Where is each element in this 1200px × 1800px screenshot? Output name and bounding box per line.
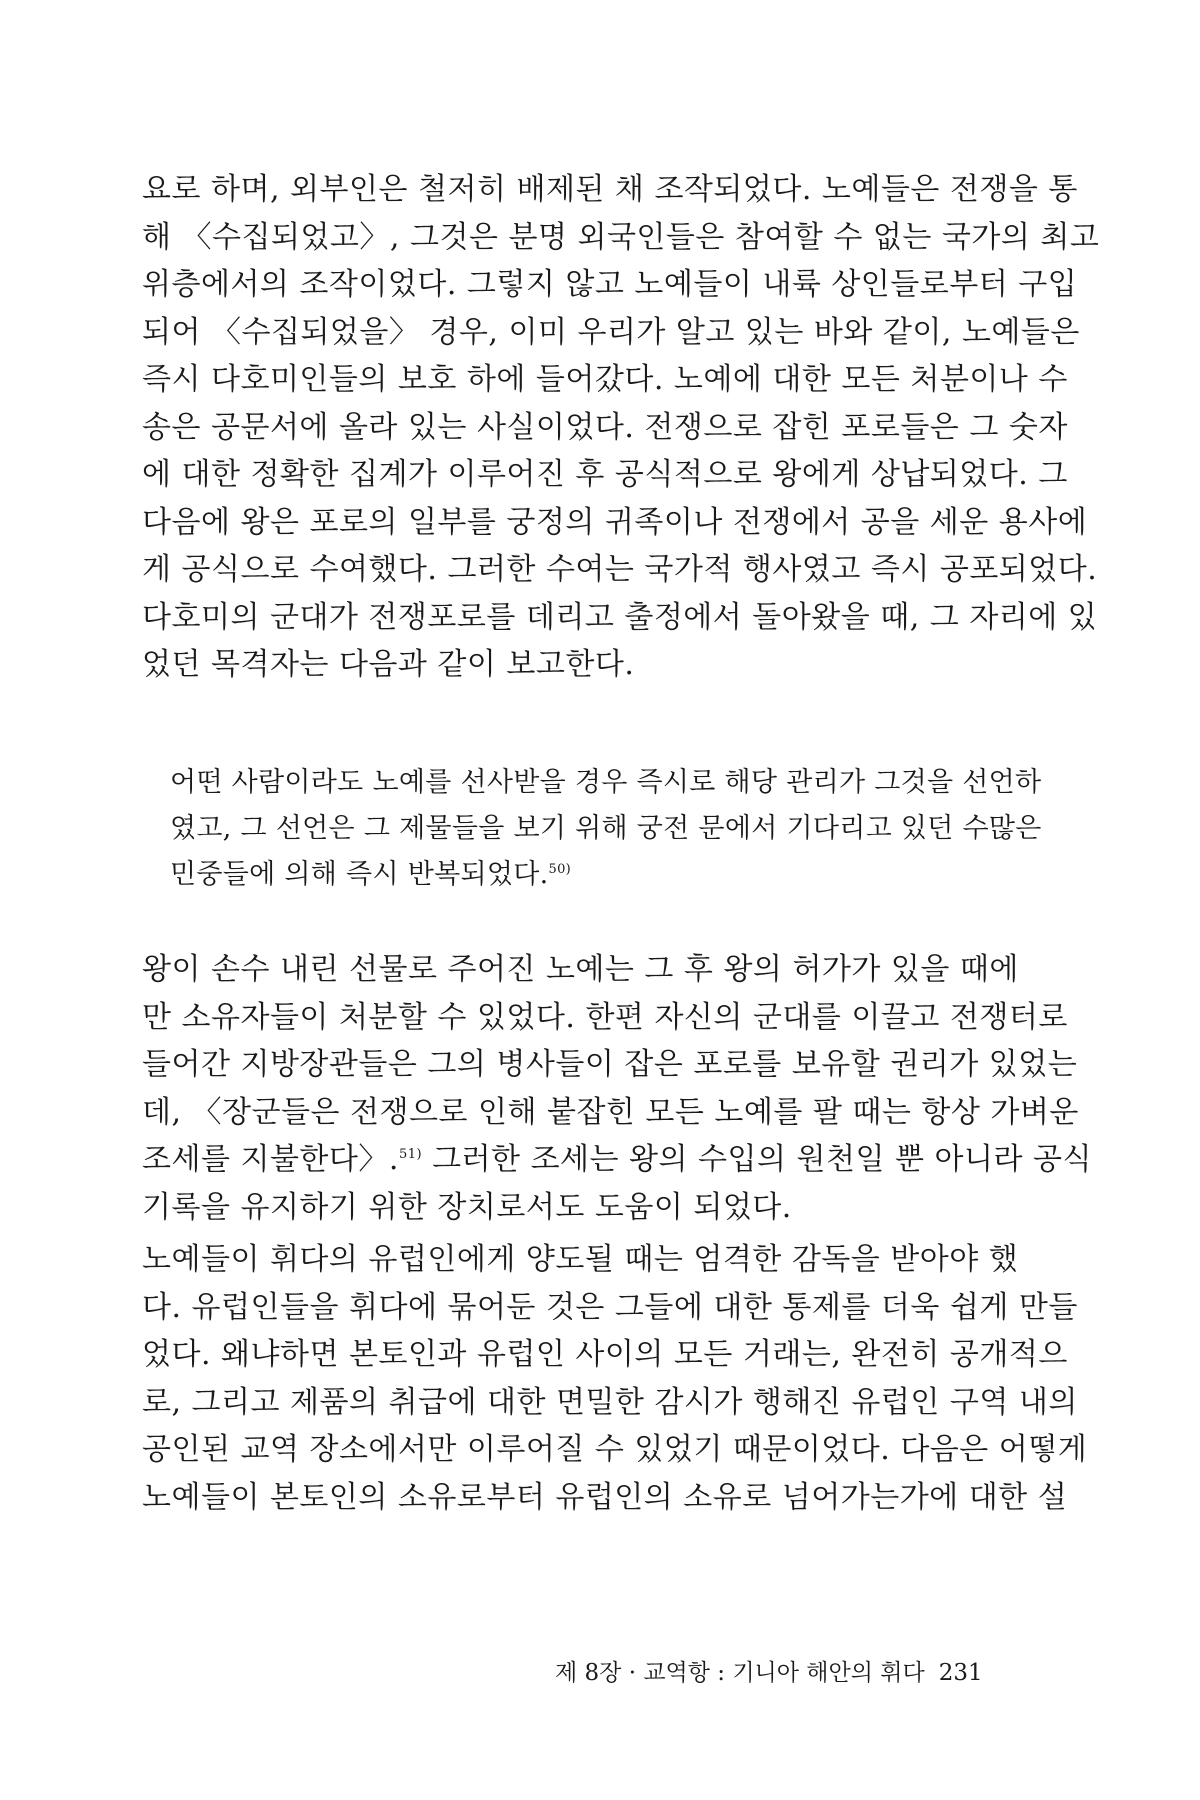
paragraph-2 bbox=[142, 946, 1092, 1231]
text-line: 데, 〈장군들은 전쟁으로 인해 붙잡힌 모든 노예를 팔 때는 항상 가벼운 bbox=[142, 1094, 1079, 1130]
quote-line bbox=[170, 852, 1040, 898]
text-line: 노예들이 휘다의 유럽인에게 양도될 때는 엄격한 감독을 받아야 했 bbox=[142, 1242, 1019, 1277]
text-segment: 조세를 지불한다〉. bbox=[142, 1142, 399, 1177]
text-line: 게 공식으로 수여했다. 그러한 수여는 국가적 행사였고 즉시 공포되었다. bbox=[142, 552, 1098, 587]
text-line: 로, 그리고 제품의 취급에 대한 면밀한 감시가 행해진 유럽인 구역 내의 bbox=[142, 1384, 1078, 1420]
quote-line: 였고, 그 선언은 그 제물들을 보기 위해 궁전 문에서 기다리고 있던 수많은 bbox=[170, 813, 1042, 844]
text-line: 요로 하며, 외부인은 철저히 배제된 채 조작되었다. 노예들은 전쟁을 통 bbox=[142, 172, 1078, 207]
text-line: 송은 공문서에 올라 있는 사실이었다. 전쟁으로 잡힌 포로들은 그 숫자 bbox=[142, 409, 1068, 445]
text-segment: 그러한 조세는 왕의 수입의 원천일 뿐 아니라 공식 bbox=[422, 1142, 1092, 1177]
quote-text: 민중들에 의해 즉시 반복되었다. bbox=[170, 859, 549, 890]
block-quote bbox=[170, 760, 1040, 898]
text-line: 들어간 지방장관들은 그의 병사들이 잡은 포로를 보유할 권리가 있었는 bbox=[142, 1047, 1078, 1082]
text-line: 위층에서의 조작이었다. 그렇지 않고 노예들이 내륙 상인들로부터 구입 bbox=[142, 267, 1078, 302]
quote-line: 어떤 사람이라도 노예를 선사받을 경우 즉시로 해당 관리가 그것을 선언하 bbox=[170, 767, 1042, 798]
text-line bbox=[142, 1136, 1092, 1184]
text-line: 에 대한 정확한 집계가 이루어진 후 공식적으로 왕에게 상납되었다. 그 bbox=[142, 457, 1068, 492]
text-line: 노예들이 본토인의 소유로부터 유럽인의 소유로 넘어가는가에 대한 설 bbox=[142, 1479, 1068, 1515]
text-line: 기록을 유지하기 위한 장치로서도 도움이 되었다. bbox=[142, 1189, 792, 1225]
text-line: 공인된 교역 장소에서만 이루어질 수 있었기 때문이었다. 다음은 어떻게 bbox=[142, 1432, 1088, 1467]
text-line: 었던 목격자는 다음과 같이 보고한다. bbox=[142, 647, 635, 682]
text-line: 해 〈수집되었고〉, 그것은 분명 외국인들은 참여할 수 없는 국가의 최고 bbox=[142, 219, 1100, 255]
footnote-ref-50: 50) bbox=[548, 862, 572, 877]
page-footer bbox=[555, 1658, 1035, 1688]
paragraph-3 bbox=[142, 1236, 1088, 1521]
page-number: 231 bbox=[938, 1660, 983, 1686]
text-line: 다. 유럽인들을 휘다에 묶어둔 것은 그들에 대한 통제를 더욱 쉽게 만들 bbox=[142, 1289, 1078, 1325]
text-line: 다음에 왕은 포로의 일부를 궁정의 귀족이나 전쟁에서 공을 세운 용사에 bbox=[142, 504, 1088, 540]
text-line: 었다. 왜냐하면 본토인과 유럽인 사이의 모든 거래는, 완전히 공개적으 bbox=[142, 1337, 1068, 1372]
text-line: 다호미의 군대가 전쟁포로를 데리고 출정에서 돌아왔을 때, 그 자리에 있 bbox=[142, 599, 1098, 635]
text-line: 만 소유자들이 처분할 수 있었다. 한편 자신의 군대를 이끌고 전쟁터로 bbox=[142, 999, 1068, 1035]
text-line: 되어 〈수집되었을〉 경우, 이미 우리가 알고 있는 바와 같이, 노예들은 bbox=[142, 314, 1080, 350]
footnote-ref-51: 51) bbox=[398, 1147, 423, 1162]
text-line: 왕이 손수 내린 선물로 주어진 노예는 그 후 왕의 허가가 있을 때에 bbox=[142, 952, 1019, 987]
paragraph-1 bbox=[142, 166, 1100, 689]
text-line: 즉시 다호미인들의 보호 하에 들어갔다. 노예에 대한 모든 처분이나 수 bbox=[142, 362, 1068, 397]
running-footer-chapter: 제 8장 · 교역항 : 기니아 해안의 휘다 bbox=[555, 1660, 925, 1686]
